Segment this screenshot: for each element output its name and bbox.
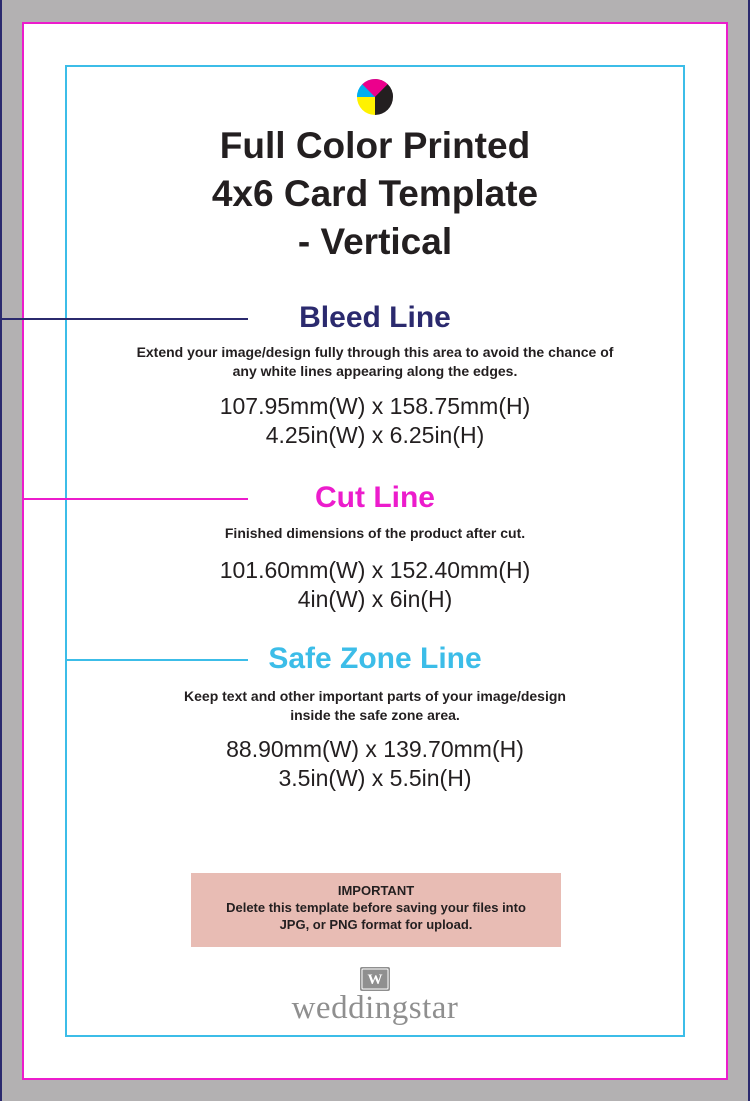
bleed-line-description [115, 343, 635, 381]
important-heading: IMPORTANT [337, 883, 415, 898]
important-notice [191, 873, 561, 947]
important-line: JPG, or PNG format for upload. [279, 917, 473, 932]
cut-line-description [115, 524, 635, 543]
safe-zone-description [115, 687, 635, 725]
description-line: Keep text and other important parts of your image/design [184, 688, 566, 704]
title-line: - Vertical [297, 221, 453, 262]
description-line: any white lines appearing along the edges. [232, 363, 518, 379]
page-title [65, 122, 685, 266]
title-line: 4x6 Card Template [211, 173, 539, 214]
description-line: inside the safe zone area. [290, 707, 460, 723]
safe-zone-title: Safe Zone Line [268, 642, 482, 675]
description-line: Extend your image/design fully through this area to avoid the chance of [136, 344, 614, 360]
weddingstar-logo-icon [360, 967, 390, 991]
dimension-mm: 101.60mm(W) x 152.40mm(H) [219, 557, 531, 583]
description-line: Finished dimensions of the product after cut. [224, 525, 526, 541]
dimension-mm: 107.95mm(W) x 158.75mm(H) [219, 393, 531, 419]
logo-mark-letter: W [367, 972, 383, 988]
title-line: Full Color Printed [219, 125, 531, 166]
bleed-line-dimensions [65, 392, 685, 450]
important-line: Delete this template before saving your files into [226, 900, 526, 915]
logo-wordmark: weddingstar [291, 990, 459, 1026]
cut-line-dimensions [65, 556, 685, 614]
cmyk-color-wheel-icon [357, 79, 393, 115]
safe-zone-dimensions [65, 735, 685, 793]
dimension-in: 3.5in(W) x 5.5in(H) [278, 765, 472, 791]
cut-line-title: Cut Line [315, 481, 435, 514]
dimension-in: 4in(W) x 6in(H) [297, 586, 453, 612]
dimension-in: 4.25in(W) x 6.25in(H) [265, 422, 485, 448]
bleed-line-title: Bleed Line [299, 301, 451, 334]
dimension-mm: 88.90mm(W) x 139.70mm(H) [226, 736, 524, 762]
